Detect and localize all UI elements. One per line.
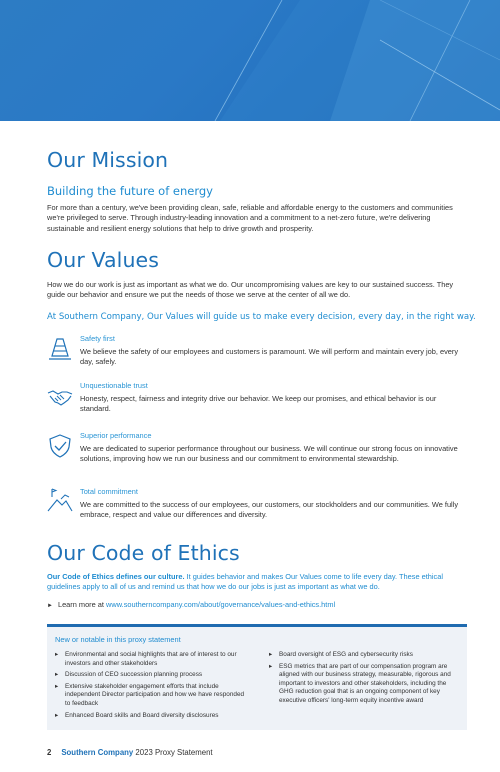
mission-title: Our Mission	[47, 148, 169, 172]
values-body: How we do our work is just as important as what we do. Our uncompromising values are key to our sustained success. They guide our behavior and ensure we put the needs of those we serve at the center of all we do.	[47, 280, 454, 300]
learn-more-prefix: Learn more at	[57, 600, 107, 609]
value-title: Unquestionable trust	[80, 381, 148, 390]
notable-right-column	[269, 651, 461, 709]
list-item: ▸ Environmental and social highlights that are of interest to our investors and other stakeholders	[55, 651, 251, 668]
list-item: ▸ ESG metrics that are part of our compensation program are aligned with our business strategy, measurable, rigorous and important to investors and other stakeholders, including the GHG reduction goal that is an ongoing component of key executive officers' long-term equity incentive award	[269, 663, 461, 706]
value-title: Safety first	[80, 334, 115, 343]
value-item-commitment	[47, 487, 467, 527]
value-text: We are dedicated to superior performance throughout our business. We will continue our strong focus on innovative solutions, improving how we run our business and our commitment to environmental stewardship.	[80, 444, 458, 464]
list-item: ▸ Enhanced Board skills and Board diversity disclosures	[55, 712, 251, 721]
list-item: ▸ Extensive stakeholder engagement efforts that include independent Director participation and how we have responded to feedback	[55, 683, 251, 709]
notable-left-column	[55, 651, 251, 723]
values-title: Our Values	[47, 248, 160, 272]
ethics-learn-more	[47, 600, 467, 611]
mission-subtitle: Building the future of energy	[47, 184, 213, 198]
ethics-lead-rest: It guides behavior and makes Our Values come to life every day. These ethical guidelines apply to all of us and remind us that how we do our jobs is just as important as what we do.	[47, 572, 443, 592]
value-item-performance	[47, 431, 467, 481]
value-title: Total commitment	[80, 487, 138, 496]
traffic-cone-icon	[47, 336, 73, 362]
ethics-lead-bold: Our Code of Ethics defines our culture.	[47, 572, 185, 581]
climber-flag-icon	[47, 487, 73, 513]
ethics-link[interactable]: www.southerncompany.com/about/governance/values-and-ethics.html	[106, 600, 336, 609]
page-footer	[47, 748, 213, 757]
values-lead: At Southern Company, Our Values will guide us to make every decision, every day, in the right way.	[47, 312, 476, 322]
notable-title: New or notable in this proxy statement	[55, 635, 181, 644]
bullet-icon: ►	[47, 603, 53, 609]
value-text: We believe the safety of our employees and customers is paramount. We will perform and maintain every job, every day, safely.	[80, 347, 459, 367]
footer-doc-title: 2023 Proxy Statement	[133, 748, 213, 757]
notable-box	[47, 624, 467, 730]
value-text: We are committed to the success of our employees, our customers, our stockholders and our communities. We fully embrace, respect and value our differences and diversity.	[80, 500, 459, 520]
mission-body: For more than a century, we've been providing clean, safe, reliable and affordable energy to the customers and communities we're privileged to serve. Through industry-leading innovation and a commitment to a net-zero future, we're delivering sustainable and resilient energy solutions that help to drive growth and prosperity.	[47, 203, 453, 233]
value-text: Honesty, respect, fairness and integrity drive our behavior. We keep our promises, and ethical behavior is our standard.	[80, 394, 437, 414]
ethics-title: Our Code of Ethics	[47, 541, 240, 565]
footer-company: Southern Company	[61, 748, 134, 757]
page-number: 2	[47, 748, 52, 757]
ethics-lead	[47, 572, 467, 593]
banner-decoration	[0, 0, 500, 121]
value-item-safety	[47, 334, 467, 374]
header-banner	[0, 0, 500, 121]
value-title: Superior performance	[80, 431, 152, 440]
handshake-icon	[47, 385, 73, 411]
value-item-trust	[47, 381, 467, 421]
list-item: ▸ Board oversight of ESG and cybersecurity risks	[269, 651, 461, 660]
shield-check-icon	[47, 433, 73, 459]
list-item: ▸ Discussion of CEO succession planning process	[55, 671, 251, 680]
